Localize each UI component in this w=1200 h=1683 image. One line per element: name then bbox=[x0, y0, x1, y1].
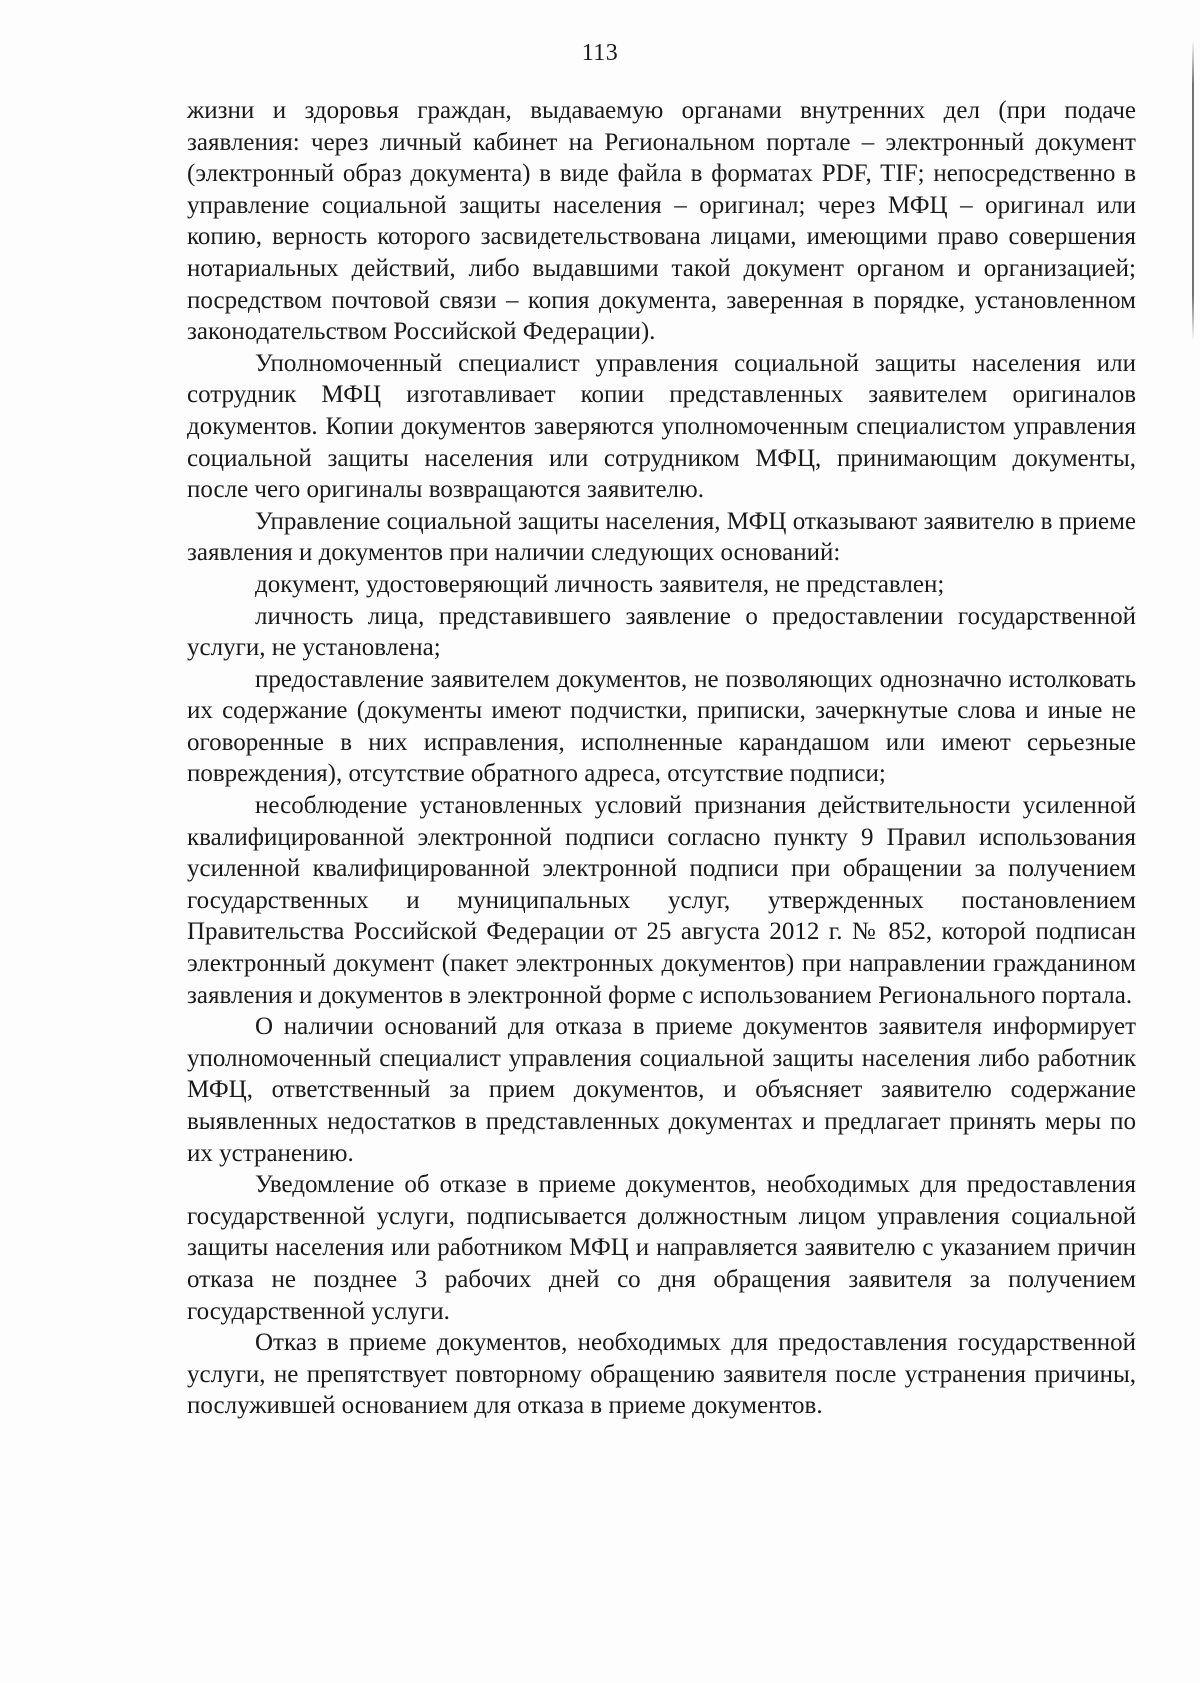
paragraph-repeat-application: Отказ в приеме документов, необходимых для предоставления государственной услуги, не препятствует повторному обращению заявителя после устранения причины, послужившей основанием для отказа в приеме документов. bbox=[187, 1329, 1136, 1420]
refusal-ground-ambiguous-documents: предоставление заявителем документов, не позволяющих однозначно истолковать их содержание (документы имеют подчистки, приписки, зачеркнутые слова и иные не оговоренные в них исправления, исполненные карандашом или имеют серьезные повреждения), отсутствие обратного адреса, отсутствие подписи; bbox=[187, 665, 1136, 788]
paragraph-continuation: жизни и здоровья граждан, выдаваемую органами внутренних дел (при подаче заявления: через личный кабинет на Региональном портале – электронный документ (электронный образ документа) в виде файла в форматах PDF, TIF; непосредственно в управление социальной защиты населения – оригинал; через МФЦ – оригинал или копию, верность которого засвидетельствована лицами, имеющими право совершения нотариальных действий, либо выдавшими такой документ органом и организацией; посредством почтовой связи – копия документа, заверенная в порядке, установленном законодательством Российской Федерации). bbox=[187, 97, 1136, 346]
document-body bbox=[187, 95, 1136, 1422]
page-number: 113 bbox=[581, 40, 619, 66]
paragraph-refusal-grounds-intro: Управление социальной защиты населения, МФЦ отказывают заявителю в приеме заявления и документов при наличии следующих оснований: bbox=[187, 507, 1136, 567]
refusal-ground-identity-not-established: личность лица, представившего заявление о предоставлении государственной услуги, не установлена; bbox=[187, 602, 1136, 662]
paragraph-copies: Уполномоченный специалист управления социальной защиты населения или сотрудник МФЦ изготавливает копии представленных заявителем оригиналов документов. Копии документов заверяются уполномоченным специалистом управления социальной защиты населения или сотрудником МФЦ, принимающим документы, после чего оригиналы возвращаются заявителю. bbox=[187, 349, 1136, 504]
scan-edge-mark bbox=[1192, 40, 1194, 340]
refusal-ground-identity-document: документ, удостоверяющий личность заявителя, не представлен; bbox=[255, 570, 945, 598]
paragraph-inform-applicant: О наличии оснований для отказа в приеме документов заявителя информирует уполномоченный специалист управления социальной защиты населения либо работник МФЦ, ответственный за прием документов, и объясняет заявителю содержание выявленных недостатков в представленных документах и предлагает принять меры по их устранению. bbox=[187, 1013, 1136, 1167]
paragraph-refusal-notice: Уведомление об отказе в приеме документов, необходимых для предоставления государственной услуги, подписывается должностным лицом управления социальной защиты населения или работником МФЦ и направляется заявителю с указанием причин отказа не позднее 3 рабочих дней со дня обращения заявителя за получением государственной услуги. bbox=[187, 1171, 1136, 1325]
refusal-ground-electronic-signature: несоблюдение установленных условий признания действительности усиленной квалифицированной электронной подписи согласно пункту 9 Правил использования усиленной квалифицированной электронной подписи при обращении за получением государственных и муниципальных услуг, утвержденных постановлением Правительства Российской Федерации от 25 августа 2012 г. № 852, которой подписан электронный документ (пакет электронных документов) при направлении гражданином заявления и документов в электронной форме с использованием Регионального портала. bbox=[187, 792, 1136, 1009]
